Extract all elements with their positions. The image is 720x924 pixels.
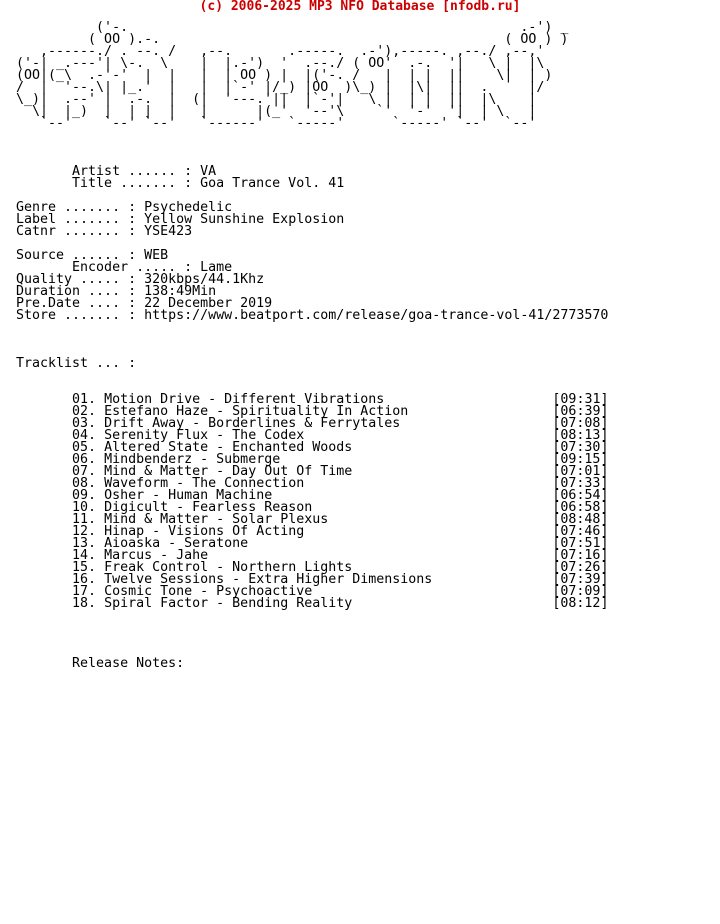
blank-line	[16, 634, 608, 646]
label-value: Yellow Sunshine Explosion	[144, 212, 345, 227]
ascii-logo-line: `--' `--' `--' `------' `-----' `-----' `--' `--'	[16, 116, 537, 131]
track-title: Drift Away - Borderlines & Ferrytales	[104, 416, 401, 431]
encoder-label: Encoder ..... :	[16, 260, 201, 275]
ascii-logo-line: ,------./ . --. / ,--. .-----. .-'),-----. ,--./ ,--,'	[16, 44, 545, 59]
track-duration: [06:54]	[552, 488, 609, 503]
track-title: Osher - Human Machine	[104, 488, 273, 503]
genre-label: Genre ....... :	[16, 200, 145, 215]
catnr-label: Catnr ....... :	[16, 224, 145, 239]
track-duration: [07:33]	[552, 476, 609, 491]
track-number: 18.	[72, 596, 97, 611]
catnr-value: YSE423	[144, 224, 193, 239]
track-duration: [07:30]	[552, 440, 609, 455]
ascii-logo-line: ('-| _.---'| \-. \ | |.-') ' .--./ ( OO' .-. '| \ | |\	[16, 56, 545, 71]
ascii-logo-line: ( OO ).-. ( OO ) )	[16, 32, 569, 47]
track-number: 10.	[72, 500, 97, 515]
track-number: 06.	[72, 452, 97, 467]
tracklist-heading: Tracklist ... :	[16, 356, 137, 371]
predate-value: 22 December 2019	[144, 296, 273, 311]
track-duration: [06:58]	[552, 500, 609, 515]
title-value: Goa Trance Vol. 41	[200, 176, 345, 191]
artist-value: VA	[200, 164, 217, 179]
track-title: Serenity Flux - The Codex	[104, 428, 305, 443]
track-number: 15.	[72, 560, 97, 575]
source-value: WEB	[144, 248, 169, 263]
catnr-row	[16, 226, 608, 238]
track-title: Mind & Matter - Day Out Of Time	[104, 464, 353, 479]
track-title: Twelve Sessions - Extra Higher Dimensions	[104, 572, 433, 587]
track-duration: [07:51]	[552, 536, 609, 551]
track-number: 01.	[72, 392, 97, 407]
track-duration: [09:15]	[552, 452, 609, 467]
source-label: Source ...... :	[16, 248, 145, 263]
track-duration: [07:16]	[552, 548, 609, 563]
blank-line	[16, 322, 608, 334]
blank-line	[16, 142, 608, 154]
predate-label: Pre.Date .... :	[16, 296, 145, 311]
track-number: 09.	[72, 488, 97, 503]
track-number: 07.	[72, 464, 97, 479]
track-duration: [07:26]	[552, 560, 609, 575]
track-title: Mind & Matter - Solar Plexus	[104, 512, 329, 527]
track-title: Digicult - Fearless Reason	[104, 500, 313, 515]
encoder-value: Lame	[200, 260, 233, 275]
store-link[interactable]: https://www.beatport.com/release/goa-trance-vol-41/2773570	[144, 308, 609, 323]
title-label: Title ....... :	[16, 176, 201, 191]
store-row	[16, 310, 608, 322]
track-number: 11.	[72, 512, 97, 527]
track-title: Altered State - Enchanted Woods	[104, 440, 353, 455]
track-title: Spiral Factor - Bending Reality	[104, 596, 353, 611]
track-duration: [07:39]	[552, 572, 609, 587]
track-title: Marcus - Jahe	[104, 548, 209, 563]
release-notes-heading: Release Notes:	[16, 656, 185, 671]
track-duration: [06:39]	[552, 404, 609, 419]
blank-line	[16, 130, 608, 142]
track-duration: [08:12]	[552, 596, 609, 611]
blank-line	[16, 370, 608, 382]
artist-label: Artist ...... :	[16, 164, 201, 179]
track-indent	[16, 596, 72, 611]
nfo-document	[16, 22, 608, 670]
track-number: 13.	[72, 536, 97, 551]
track-duration: [07:01]	[552, 464, 609, 479]
ascii-logo-line: (OO|(_\ .-'-' | | | | OO ) | |('-. / | | | || \| | )	[16, 68, 553, 83]
title-row	[16, 178, 608, 190]
duration-label: Duration .... :	[16, 284, 145, 299]
label-label: Label ....... :	[16, 212, 145, 227]
track-number: 05.	[72, 440, 97, 455]
track-duration: [07:08]	[552, 416, 609, 431]
track-title: Motion Drive - Different Vibrations	[104, 392, 385, 407]
blank-line	[16, 334, 608, 346]
track-duration: [07:46]	[552, 524, 609, 539]
track-title: Aioaska - Seratone	[104, 536, 249, 551]
track-title: Freak Control - Northern Lights	[104, 560, 353, 575]
blank-line	[16, 622, 608, 634]
nfodb-header-link[interactable]: (c) 2006-2025 MP3 NFO Database [nfodb.ru]	[199, 0, 521, 14]
track-duration: [08:13]	[552, 428, 609, 443]
track-duration: [08:48]	[552, 512, 609, 527]
ascii-logo-line: \| |_) | | | | | |(_' '--'\ `' '-' '| | \ |	[16, 104, 537, 119]
track-number: 12.	[72, 524, 97, 539]
track-title: Waveform - The Connection	[104, 476, 305, 491]
track-row	[16, 598, 608, 610]
store-label: Store ....... :	[16, 308, 145, 323]
track-number: 16.	[72, 572, 97, 587]
track-title: Estefano Haze - Spirituality In Action	[104, 404, 409, 419]
track-number: 17.	[72, 584, 97, 599]
track-duration: [09:31]	[552, 392, 609, 407]
track-number: 03.	[72, 416, 97, 431]
ascii-logo-line: ('-. .-') _	[16, 20, 569, 35]
track-number: 02.	[72, 404, 97, 419]
blank-line	[16, 610, 608, 622]
track-number: 08.	[72, 476, 97, 491]
duration-value: 138:49Min	[144, 284, 217, 299]
quality-value: 320kbps/44.1Khz	[144, 272, 265, 287]
track-number: 14.	[72, 548, 97, 563]
track-title: Hinap - Visions Of Acting	[104, 524, 305, 539]
track-title: Mindbenderz - Submerge	[104, 452, 281, 467]
genre-value: Psychedelic	[144, 200, 233, 215]
track-duration: [07:09]	[552, 584, 609, 599]
ascii-logo-line: \_)| .--' | .-. | (| '---.'|| |`-'| \ | | | || |\ |	[16, 92, 537, 107]
ascii-logo-line: / | '--.\| |_.' | | |`-' |/_) |OO )\_) | |\| || . |/	[16, 80, 545, 95]
track-title: Cosmic Tone - Psychoactive	[104, 584, 313, 599]
track-number: 04.	[72, 428, 97, 443]
quality-label: Quality ..... :	[16, 272, 145, 287]
